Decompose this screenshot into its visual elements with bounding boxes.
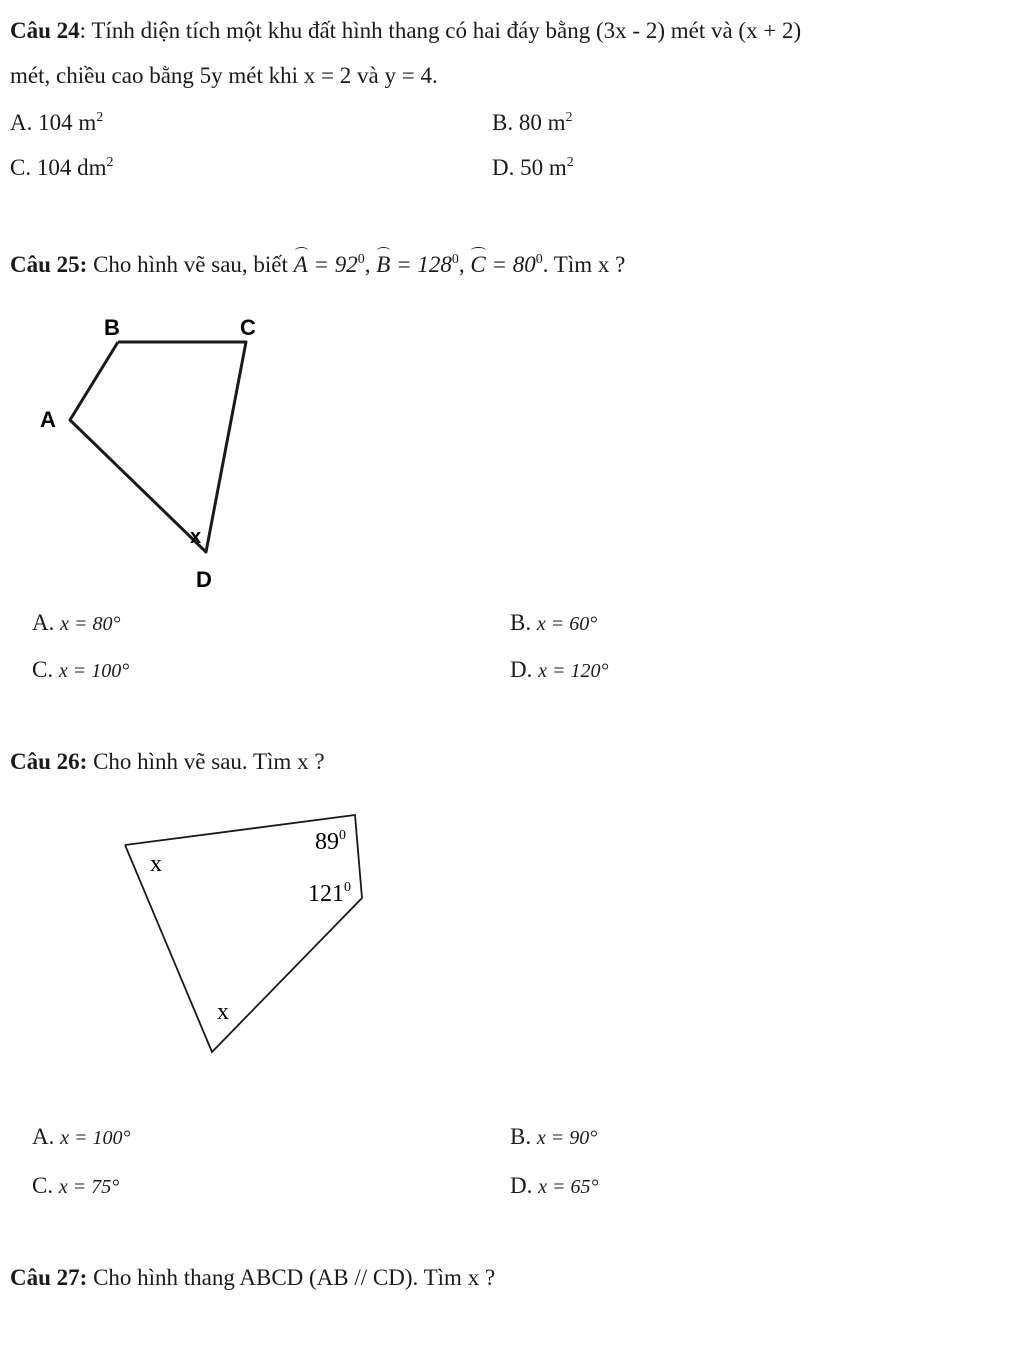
q25-angle-c: C [470,250,485,280]
q25-label-a: A [40,407,56,432]
q25-eq-a: = 92 [307,252,358,277]
q25-deg-b: 0 [451,252,459,267]
q25-option-a-letter: A. [32,610,55,635]
q26-label-x-top: x [150,851,162,877]
q25-option-b-value: x = 60° [536,613,598,635]
q25-text-pre: Cho hình vẽ sau, biết [87,252,294,277]
q25-text-post: . Tìm x ? [542,252,626,277]
q24-option-b-letter: B. [492,110,514,135]
q24-option-d [492,153,574,183]
q25-label: Câu 25: [10,252,88,277]
q24-option-a [10,108,103,138]
q26-option-d-letter: D. [510,1173,533,1198]
q26-angle-top-value: 89 [315,829,339,855]
q26-angle-right [308,880,351,907]
q24-text-line1: : Tính diện tích một khu đất hình thang có hai đáy bằng (3x - 2) mét và (x + 2) [79,18,802,43]
q25-option-b-letter: B. [510,610,532,635]
q24-option-a-sup: 2 [96,110,104,125]
q26-option-c [32,1171,119,1202]
q26-quadrilateral-figure [115,805,375,1065]
q25-deg-c: 0 [535,252,543,267]
q24-option-d-sup: 2 [566,155,574,170]
q26-option-d-value: x = 65° [538,1176,599,1198]
q27-text: Cho hình thang ABCD (AB // CD). Tìm x ? [87,1265,496,1290]
q26-option-a-value: x = 100° [60,1127,131,1149]
q25-eq-c: = 80 [485,252,536,277]
q25-label-d: D [196,567,212,592]
q24-option-d-letter: D. [492,155,515,180]
q24-text-line2: mét, chiều cao bằng 5y mét khi x = 2 và y = 4. [10,63,438,88]
q24-option-d-value: 50 m [520,155,567,180]
q24-line1 [10,16,801,46]
q27-label: Câu 27: [10,1265,88,1290]
q25-option-d [510,655,609,686]
q24-option-b-sup: 2 [565,110,573,125]
q24-label: Câu 24 [10,18,80,43]
q25-quadrilateral-shape [70,342,246,552]
q26-angle-right-deg: 0 [344,880,351,895]
q26-text: Cho hình vẽ sau. Tìm x ? [87,749,325,774]
q25-quadrilateral-figure [30,305,270,595]
q26-option-d [510,1171,599,1202]
q26-option-a-letter: A. [32,1124,55,1149]
q26-option-c-value: x = 75° [58,1176,120,1198]
q24-option-b [492,108,572,138]
q25-option-a-value: x = 80° [60,613,121,635]
q25-label-x: x [190,526,202,548]
q25-option-d-value: x = 120° [538,660,609,682]
q26-option-c-letter: C. [32,1173,54,1198]
q26-angle-right-value: 121 [308,881,344,907]
q24-line2 [10,61,438,91]
q27-line [10,1263,495,1293]
q24-option-b-value: 80 m [518,110,566,135]
q26-option-b-value: x = 90° [536,1127,598,1149]
q24-option-c-value: 104 dm [36,155,107,180]
q25-eq-b: = 128 [390,252,452,277]
q26-angle-top [315,828,346,855]
q24-option-c-letter: C. [10,155,32,180]
q26-option-b [510,1122,597,1153]
q24-option-c [10,153,113,183]
q25-option-b [510,608,597,639]
q26-label: Câu 26: [10,749,88,774]
q25-angle-a: A [294,250,308,280]
q24-option-a-value: 104 m [38,110,97,135]
q26-angle-top-deg: 0 [339,828,346,843]
q25-option-d-letter: D. [510,657,533,682]
q25-angle-b: B [376,250,390,280]
q24-option-a-letter: A. [10,110,33,135]
q25-option-a [32,608,121,639]
q25-option-c-letter: C. [32,657,54,682]
q24-option-c-sup: 2 [106,155,114,170]
q25-option-c-value: x = 100° [58,660,130,682]
q25-label-c: C [240,315,256,340]
q26-label-x-bottom: x [217,999,229,1025]
q26-line [10,747,325,777]
q25-line: Câu 25: Cho hình vẽ sau, biết $A = 92^0$, $B = 128^0$, $C = 80^0$. Tìm x ? [10,250,625,280]
q25-option-c [32,655,129,686]
q25-label-b: B [104,315,120,340]
q25-deg-a: 0 [357,252,365,267]
q26-option-a [32,1122,131,1153]
q26-option-b-letter: B. [510,1124,532,1149]
